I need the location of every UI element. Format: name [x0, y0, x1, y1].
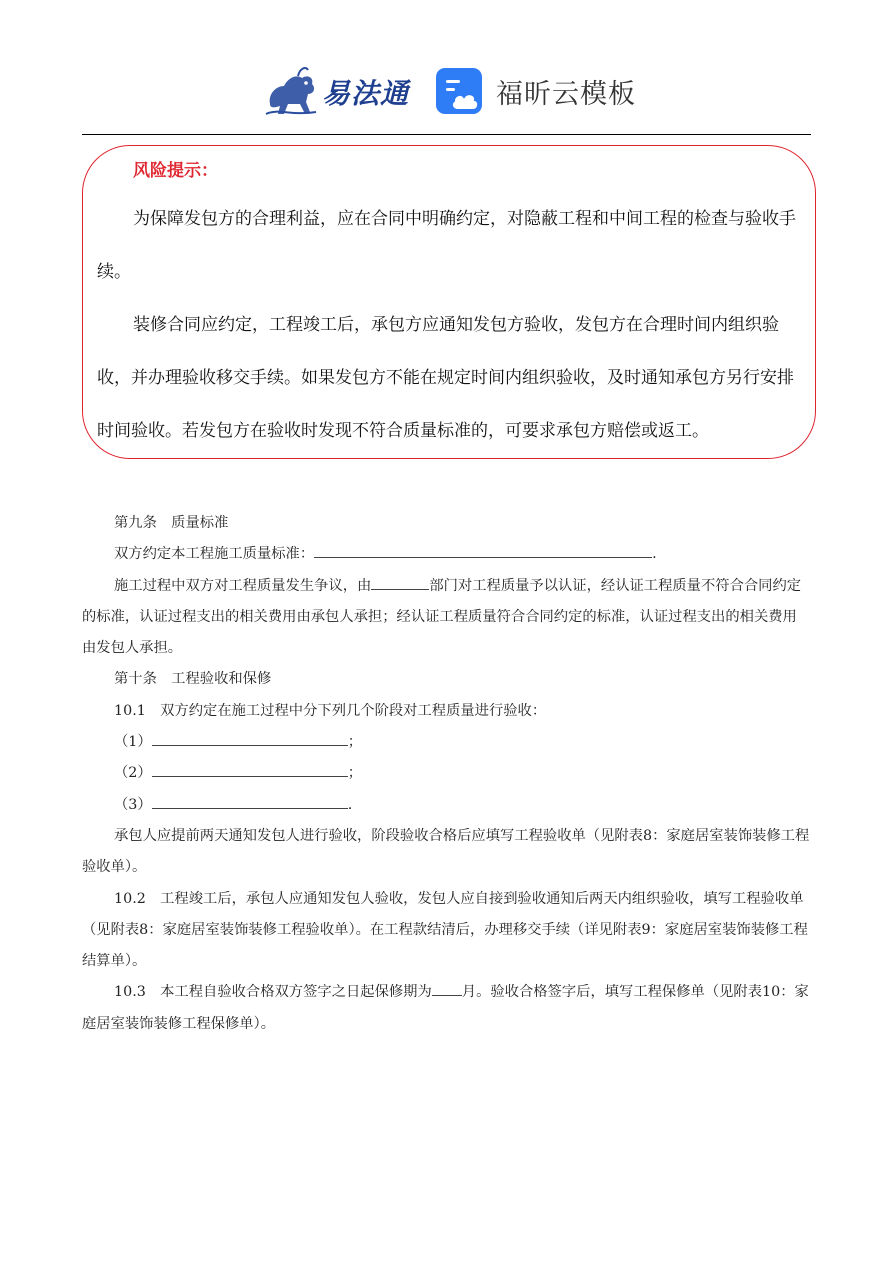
quality-standard-blank[interactable] — [314, 540, 652, 558]
advance-notice-clause: 承包人应提前两天通知发包人进行验收，阶段验收合格后应填写工程验收单（见附表8：家庭居室装饰装修工程验收单）。 — [82, 827, 810, 876]
risk-paragraph-2: 装修合同应约定，工程竣工后，承包方应通知发包方验收，发包方在合理时间内组织验收，并办理验收移交手续。如果发包方不能在规定时间内组织验收，及时通知承包方另行安排时间验收。若发包方在验收时发现不符合质量标准的，可要求承包方赔偿或返工。 — [97, 315, 794, 441]
contract-body — [82, 508, 810, 1040]
stage-item-blank[interactable] — [152, 728, 348, 746]
stage-item-blank[interactable] — [152, 791, 348, 809]
stage-item-end: ； — [347, 765, 362, 782]
cloud-document-icon — [436, 66, 486, 116]
quality-standard-line — [82, 539, 810, 570]
warranty-text-b: 月。验收合格签字后，填写工程保修单（见附表10：家庭居室装饰装修工程保修单）。 — [82, 984, 809, 1032]
qilin-mascot-icon — [262, 64, 320, 120]
article-9-heading: 第九条 质量标准 — [114, 515, 229, 531]
yifatong-logo — [262, 63, 412, 121]
dispute-clause — [82, 571, 810, 665]
stage-item-2 — [82, 758, 810, 789]
stage-item-end: ； — [347, 734, 362, 751]
stage-item-end: . — [347, 796, 353, 813]
stage-item-number: （2） — [114, 765, 152, 782]
yifatong-brand-text: 易法通 — [322, 77, 410, 110]
quality-standard-end: . — [652, 546, 657, 563]
risk-alert-title: 风险提示： — [133, 161, 218, 181]
page-header — [0, 55, 893, 127]
dispute-text-a: 施工过程中双方对工程质量发生争议，由 — [114, 577, 372, 594]
quality-standard-label: 双方约定本工程施工质量标准： — [114, 546, 315, 563]
risk-paragraph-1: 为保障发包方的合理利益，应在合同中明确约定，对隐蔽工程和中间工程的检查与验收手续。 — [97, 209, 796, 282]
warranty-text-a: 10.3 本工程自验收合格双方签字之日起保修期为 — [114, 984, 432, 1001]
stage-item-number: （1） — [114, 734, 152, 751]
clause-10-2: 10.2 工程竣工后，承包人应通知发包人验收，发包人应自接到验收通知后两天内组织验收，填写工程验收单（见附表8：家庭居室装饰装修工程验收单）。在工程款结清后，办理移交手续（详见附表9：家庭居室装饰装修工程结算单）。 — [82, 890, 808, 970]
warranty-period-blank[interactable] — [432, 978, 462, 996]
clause-10-3 — [82, 977, 810, 1040]
stage-item-blank[interactable] — [152, 759, 348, 777]
foxit-brand-text: 福昕云模板 — [496, 78, 636, 110]
clause-10-1: 10.1 双方约定在施工过程中分下列几个阶段对工程质量进行验收： — [114, 702, 547, 719]
foxit-cloud-logo — [436, 65, 636, 117]
stage-item-number: （3） — [114, 796, 152, 813]
stage-item-3 — [82, 790, 810, 821]
article-10-heading: 第十条 工程验收和保修 — [114, 671, 272, 688]
certifying-dept-blank[interactable] — [371, 572, 429, 590]
dispute-text-b: 部门对工程质量予以认证，经认证工程质量不符合合同约定的标准，认证过程支出的相关费用由承包人承担；经认证工程质量符合合同约定的标准，认证过程支出的相关费用由发包人承担。 — [82, 577, 802, 657]
header-divider — [82, 134, 811, 135]
stage-item-1 — [82, 727, 810, 758]
